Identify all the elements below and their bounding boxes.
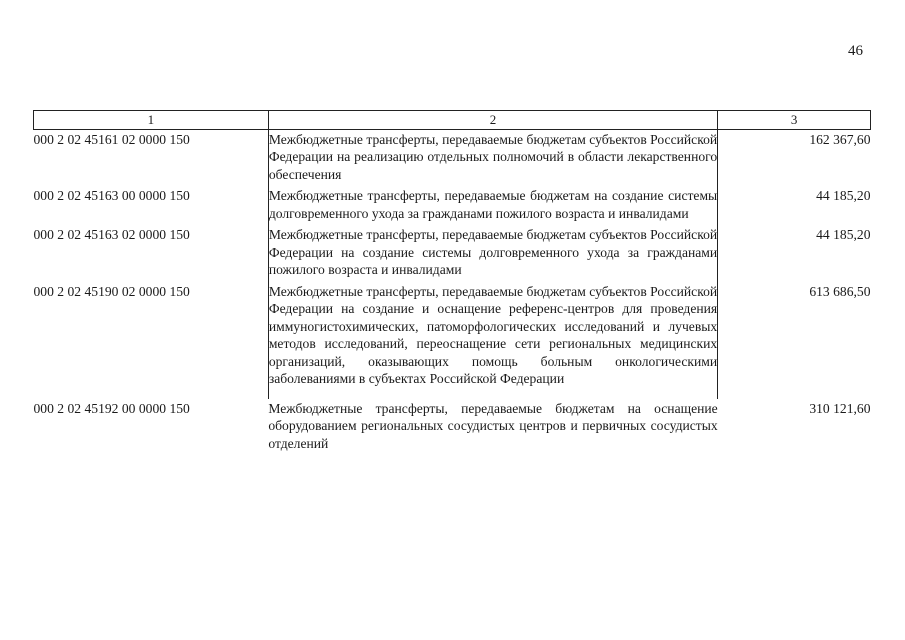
table-row	[34, 399, 871, 456]
column-header-1: 1	[34, 111, 269, 130]
budget-amount: 310 121,60	[809, 400, 871, 416]
budget-amount: 44 185,20	[816, 188, 871, 203]
budget-description: Межбюджетные трансферты, передаваемые бюджетам на создание системы долговременного ухода за гражданами пожилого возраста и инвалидами	[268, 186, 717, 225]
table-row	[34, 186, 871, 225]
budget-description: Межбюджетные трансферты, передаваемые бюджетам субъектов Российской Федерации на реализацию отдельных полномочий в области лекарственного обеспечения	[268, 129, 717, 186]
budget-amount: 44 185,20	[816, 227, 871, 242]
budget-code: 000 2 02 45161 02 0000 150	[33, 131, 190, 147]
budget-code: 000 2 02 45192 00 0000 150	[33, 400, 190, 416]
budget-amount: 613 686,50	[809, 283, 871, 299]
page-number: 46	[848, 43, 863, 59]
table-row	[34, 225, 871, 282]
budget-code: 000 2 02 45190 02 0000 150	[33, 283, 190, 299]
column-header-2: 2	[268, 111, 717, 130]
budget-amount: 162 367,60	[809, 131, 871, 147]
budget-description: Межбюджетные трансферты, передаваемые бюджетам на оснащение оборудованием региональных сосудистых центров и первичных сосудистых отделений	[268, 400, 718, 451]
budget-code: 000 2 02 45163 02 0000 150	[33, 227, 190, 242]
table-row	[34, 129, 871, 186]
budget-description: Межбюджетные трансферты, передаваемые бюджетам субъектов Российской Федерации на создание системы долговременного ухода за гражданами пожилого возраста и инвалидами	[268, 225, 717, 282]
table-header-row	[34, 111, 871, 130]
budget-table	[33, 110, 871, 455]
budget-code: 000 2 02 45163 00 0000 150	[33, 188, 190, 203]
column-header-3: 3	[718, 111, 871, 130]
table-row	[34, 282, 871, 399]
budget-description: Межбюджетные трансферты, передаваемые бюджетам субъектов Российской Федерации на создание и оснащение референс-центров для проведения иммуногистохимических, патоморфологических исследований и лучевых методов исследований, переоснащение сети региональных медицинских организаций, оказывающих помощь больным онкологическими заболеваниями в субъектах Российской Федерации	[268, 282, 717, 399]
